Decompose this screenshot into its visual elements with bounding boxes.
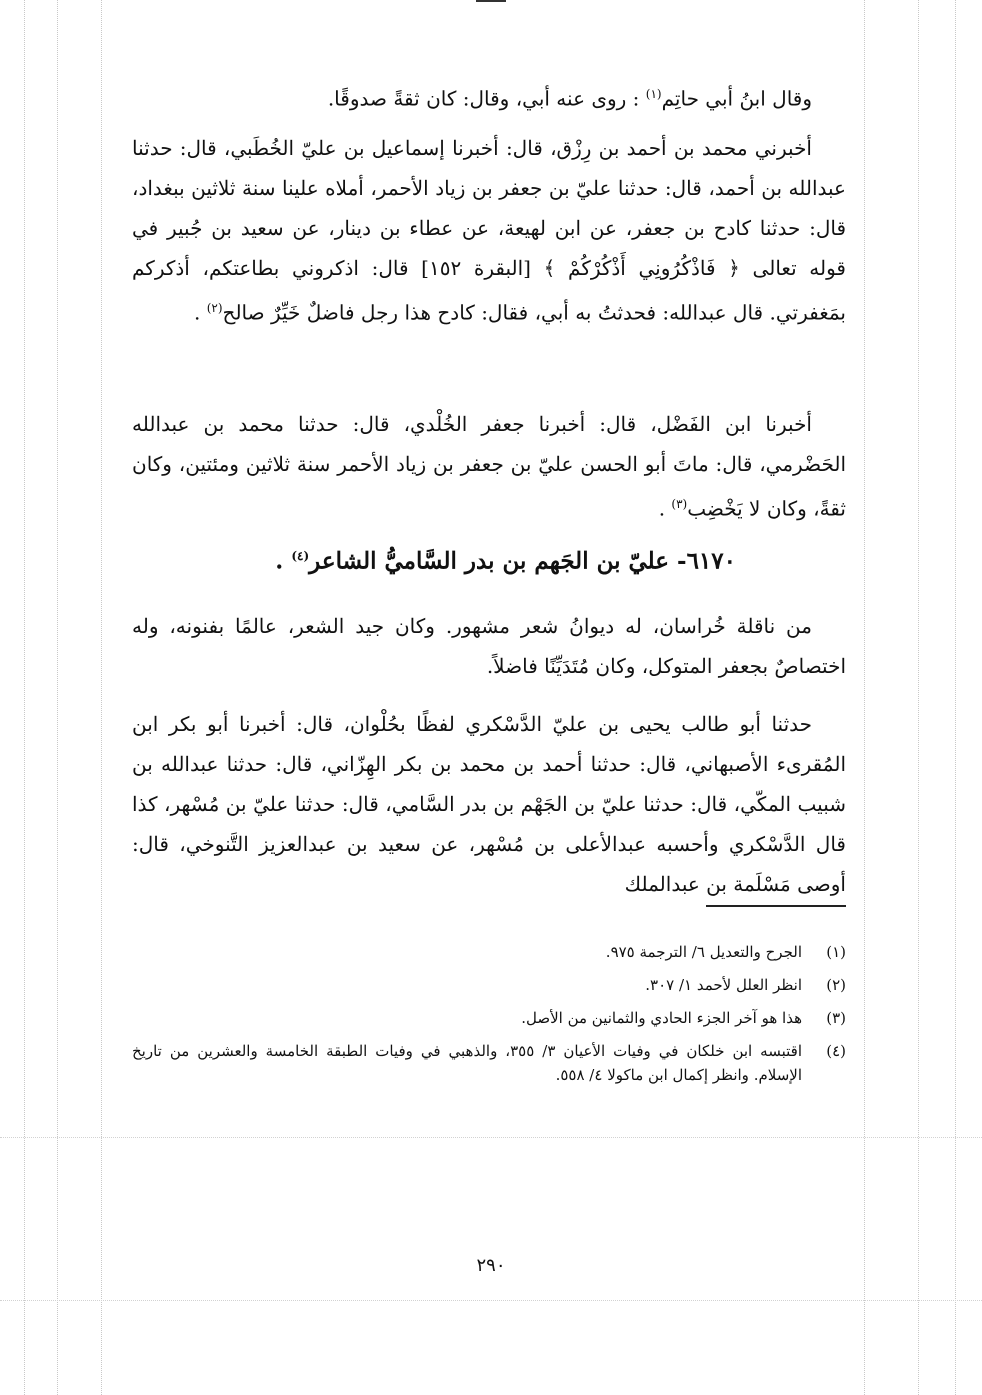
footnote-number: (٤) bbox=[826, 1042, 846, 1060]
paragraph-4 bbox=[132, 606, 846, 686]
margin-guide bbox=[864, 0, 865, 1395]
footnote bbox=[132, 973, 846, 997]
margin-guide bbox=[101, 0, 102, 1395]
margin-guide bbox=[24, 0, 25, 1395]
footnote-ref-3: (٣) bbox=[671, 497, 688, 511]
footnote bbox=[132, 940, 846, 964]
paragraph-2-end: . bbox=[194, 300, 201, 325]
footnote-separator bbox=[706, 905, 846, 907]
footnote-ref-2: (٢) bbox=[206, 301, 223, 315]
paragraph-3 bbox=[132, 404, 846, 529]
margin-guide bbox=[0, 1300, 982, 1301]
footnote-text: الجرح والتعديل ٦/ الترجمة ٩٧٥. bbox=[605, 943, 802, 961]
footnote-number: (١) bbox=[826, 943, 846, 961]
paragraph-1-rest: : روى عنه أبي، وقال: كان ثقةً صدوقًا. bbox=[327, 86, 640, 111]
paragraph-3-text: أخبرنا ابن الفَضْل، قال: أخبرنا جعفر الخُلْدي، قال: حدثنا محمد بن عبدالله الحَضْرمي، قال: ماتَ أبو الحسن عليّ بن جعفر بن زياد الأحمر سنة ثلاثين ومئتين، وكان ثقةً، وكان لا يَخْضِب bbox=[132, 412, 847, 521]
footnote-ref-4: (٤) bbox=[291, 549, 310, 563]
paragraph-3-end: . bbox=[658, 496, 666, 521]
footnote-number: (٣) bbox=[826, 1009, 846, 1027]
entry-heading-text: ٦١٧٠- عليّ بن الجَهم بن بدر السَّاميُّ الشاعر bbox=[309, 547, 736, 575]
footnote-text: انظر العلل لأحمد ١/ ٣٠٧. bbox=[645, 976, 802, 994]
margin-guide bbox=[918, 0, 919, 1395]
paragraph-2-text: أخبرني محمد بن أحمد بن رِزْق، قال: أخبرنا إسماعيل بن عليّ الخُطَبي، قال: حدثنا عبدالله بن أحمد، قال: حدثنا عليّ بن جعفر بن زياد الأحمر، أملاه علينا سنة ثلاثين ببغداد، قال: حدثنا كادح بن جعفر، عن ابن لهيعة، عن عطاء بن دينار، عن سعيد بن جُبير في قوله تعالى ﴿ فَاذْكُرُونِي أَذْكُرْكُمْ ﴾ [البقرة ١٥٢] قال: اذكروني بطاعتكم، أذكركم بمَغفرتي. قال عبدالله: فحدثتُ به أبي، فقال: كادح هذا رجل فاضلٌ خَيِّرٌ صالح bbox=[132, 136, 846, 325]
paragraph-1 bbox=[132, 74, 846, 119]
page-number: ٢٩٠ bbox=[476, 1255, 506, 1276]
margin-guide bbox=[57, 0, 58, 1395]
footnotes bbox=[132, 940, 846, 1096]
footnote bbox=[132, 1006, 846, 1030]
footnote-number: (٢) bbox=[826, 976, 846, 994]
footnote bbox=[132, 1039, 846, 1087]
entry-heading-end: . bbox=[275, 547, 284, 575]
margin-guide bbox=[955, 0, 956, 1395]
paragraph-5-text: حدثنا أبو طالب يحيى بن عليّ الدَّسْكري لفظًا بحُلْوان، قال: أخبرنا أبو بكر ابن المُقرىء الأصبهاني، قال: حدثنا أحمد بن محمد بن بكر الهِزّاني، قال: حدثنا عبدالله بن شبيب المكّي، قال: حدثنا عليّ بن الجَهْم بن بدر السَّامي، قال: حدثنا عليّ بن مُسْهر، كذا قال الدَّسْكري وأحسبه عبدالأعلى بن مُسْهر، عن سعيد بن عبدالعزيز التَّنوخي، قال: أوصى مَسْلَمة بن عبدالملك bbox=[132, 712, 846, 896]
paragraph-1-text: وقال ابنُ أبي حاتِم bbox=[661, 86, 812, 111]
footnote-text: هذا هو آخر الجزء الحادي والثمانين من الأصل. bbox=[521, 1009, 802, 1027]
paragraph-5 bbox=[132, 704, 846, 904]
footnote-ref-1: (١) bbox=[645, 87, 662, 101]
paragraph-2 bbox=[132, 128, 846, 333]
footnote-text: اقتبسه ابن خلكان في وفيات الأعيان ٣/ ٣٥٥، والذهبي في وفيات الطبقة الخامسة والعشرين من تاريخ الإسلام. وانظر إكمال ابن ماكولا ٤/ ٥٥٨. bbox=[132, 1042, 802, 1084]
top-edge-mark bbox=[476, 0, 506, 2]
paragraph-4-text: من ناقلة خُراسان، له ديوانُ شعر مشهور. وكان جيد الشعر، عالمًا بفنونه، وله اختصاصٌ بجعفر المتوكل، وكان مُتَدَيِّنًا فاضلاً. bbox=[132, 614, 846, 678]
entry-heading bbox=[132, 534, 846, 584]
margin-guide bbox=[0, 1137, 982, 1138]
